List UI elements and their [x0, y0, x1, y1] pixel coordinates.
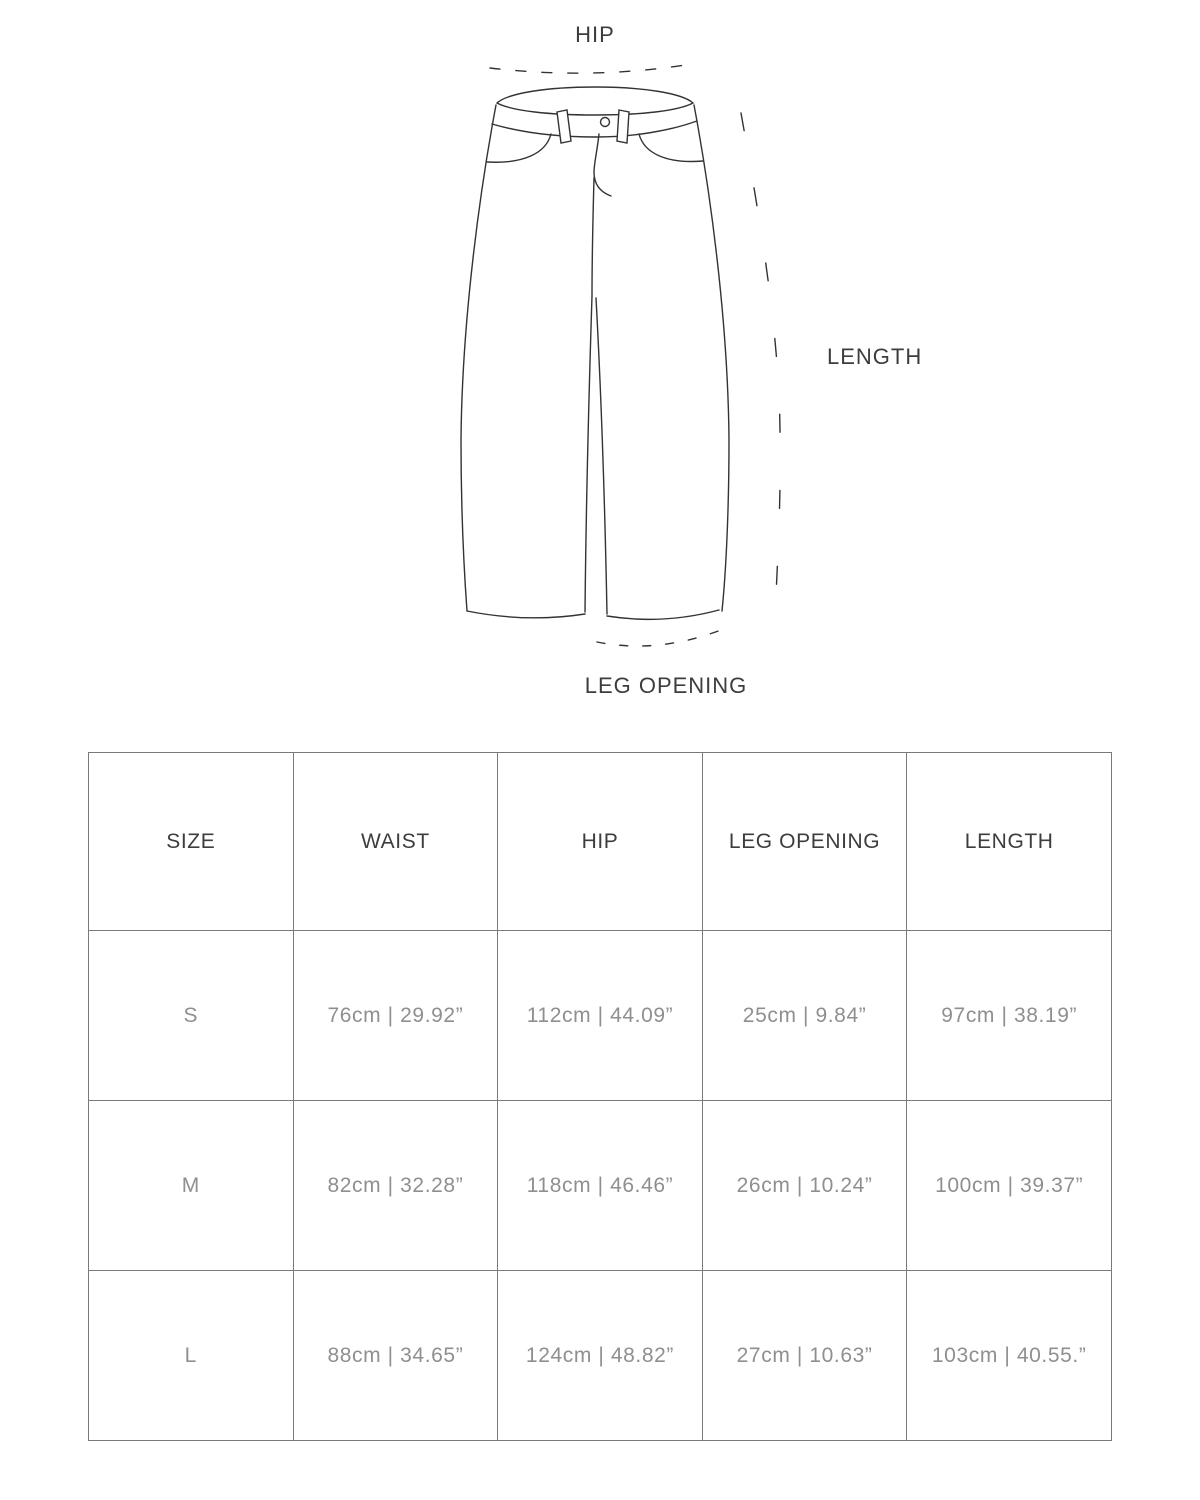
size-chart-table [88, 752, 1112, 1441]
cell-hip: 124cm | 48.82” [498, 1271, 703, 1441]
fly-j-stitch [594, 134, 611, 196]
right-leg-hem [607, 610, 719, 619]
header-hip: HIP [498, 753, 703, 931]
leg-opening-dashed-arc [597, 626, 731, 646]
length-dashed-line [741, 113, 780, 596]
waist-button [601, 118, 610, 127]
waistband-bottom-edge [492, 121, 697, 137]
cell-size: S [89, 931, 294, 1101]
leg-opening-measure-label: LEG OPENING [584, 673, 748, 698]
cell-waist: 88cm | 34.65” [293, 1271, 498, 1441]
cell-hip: 112cm | 44.09” [498, 931, 703, 1101]
table-row-size-s [89, 931, 1112, 1101]
left-inner-seam [585, 296, 592, 612]
header-waist: WAIST [293, 753, 498, 931]
pants-technical-drawing [0, 0, 1200, 740]
cell-waist: 82cm | 32.28” [293, 1101, 498, 1271]
cell-length: 97cm | 38.19” [907, 931, 1112, 1101]
header-row [89, 753, 1112, 931]
hip-measure-label: HIP [575, 22, 615, 47]
cell-size: L [89, 1271, 294, 1441]
header-size: SIZE [89, 753, 294, 931]
right-pocket-curve [639, 134, 703, 161]
cell-length: 100cm | 39.37” [907, 1101, 1112, 1271]
cell-waist: 76cm | 29.92” [293, 931, 498, 1101]
right-belt-loop [617, 110, 629, 143]
cell-leg-opening: 26cm | 10.24” [702, 1101, 907, 1271]
right-outer-seam [694, 105, 729, 611]
waistband-top-ellipse [497, 87, 693, 115]
front-rise-seam [592, 178, 594, 296]
cell-hip: 118cm | 46.46” [498, 1101, 703, 1271]
cell-leg-opening: 25cm | 9.84” [702, 931, 907, 1101]
cell-leg-opening: 27cm | 10.63” [702, 1271, 907, 1441]
table-row-size-m [89, 1101, 1112, 1271]
table-row-size-l [89, 1271, 1112, 1441]
cell-size: M [89, 1101, 294, 1271]
header-length: LENGTH [907, 753, 1112, 931]
cell-length: 103cm | 40.55.” [907, 1271, 1112, 1441]
right-inner-seam [596, 298, 607, 614]
header-leg-opening: LEG OPENING [702, 753, 907, 931]
left-outer-seam [461, 105, 496, 611]
length-measure-label: LENGTH [827, 344, 923, 369]
left-leg-hem [467, 611, 585, 618]
left-pocket-curve [487, 134, 551, 162]
hip-dashed-arc [490, 64, 692, 73]
